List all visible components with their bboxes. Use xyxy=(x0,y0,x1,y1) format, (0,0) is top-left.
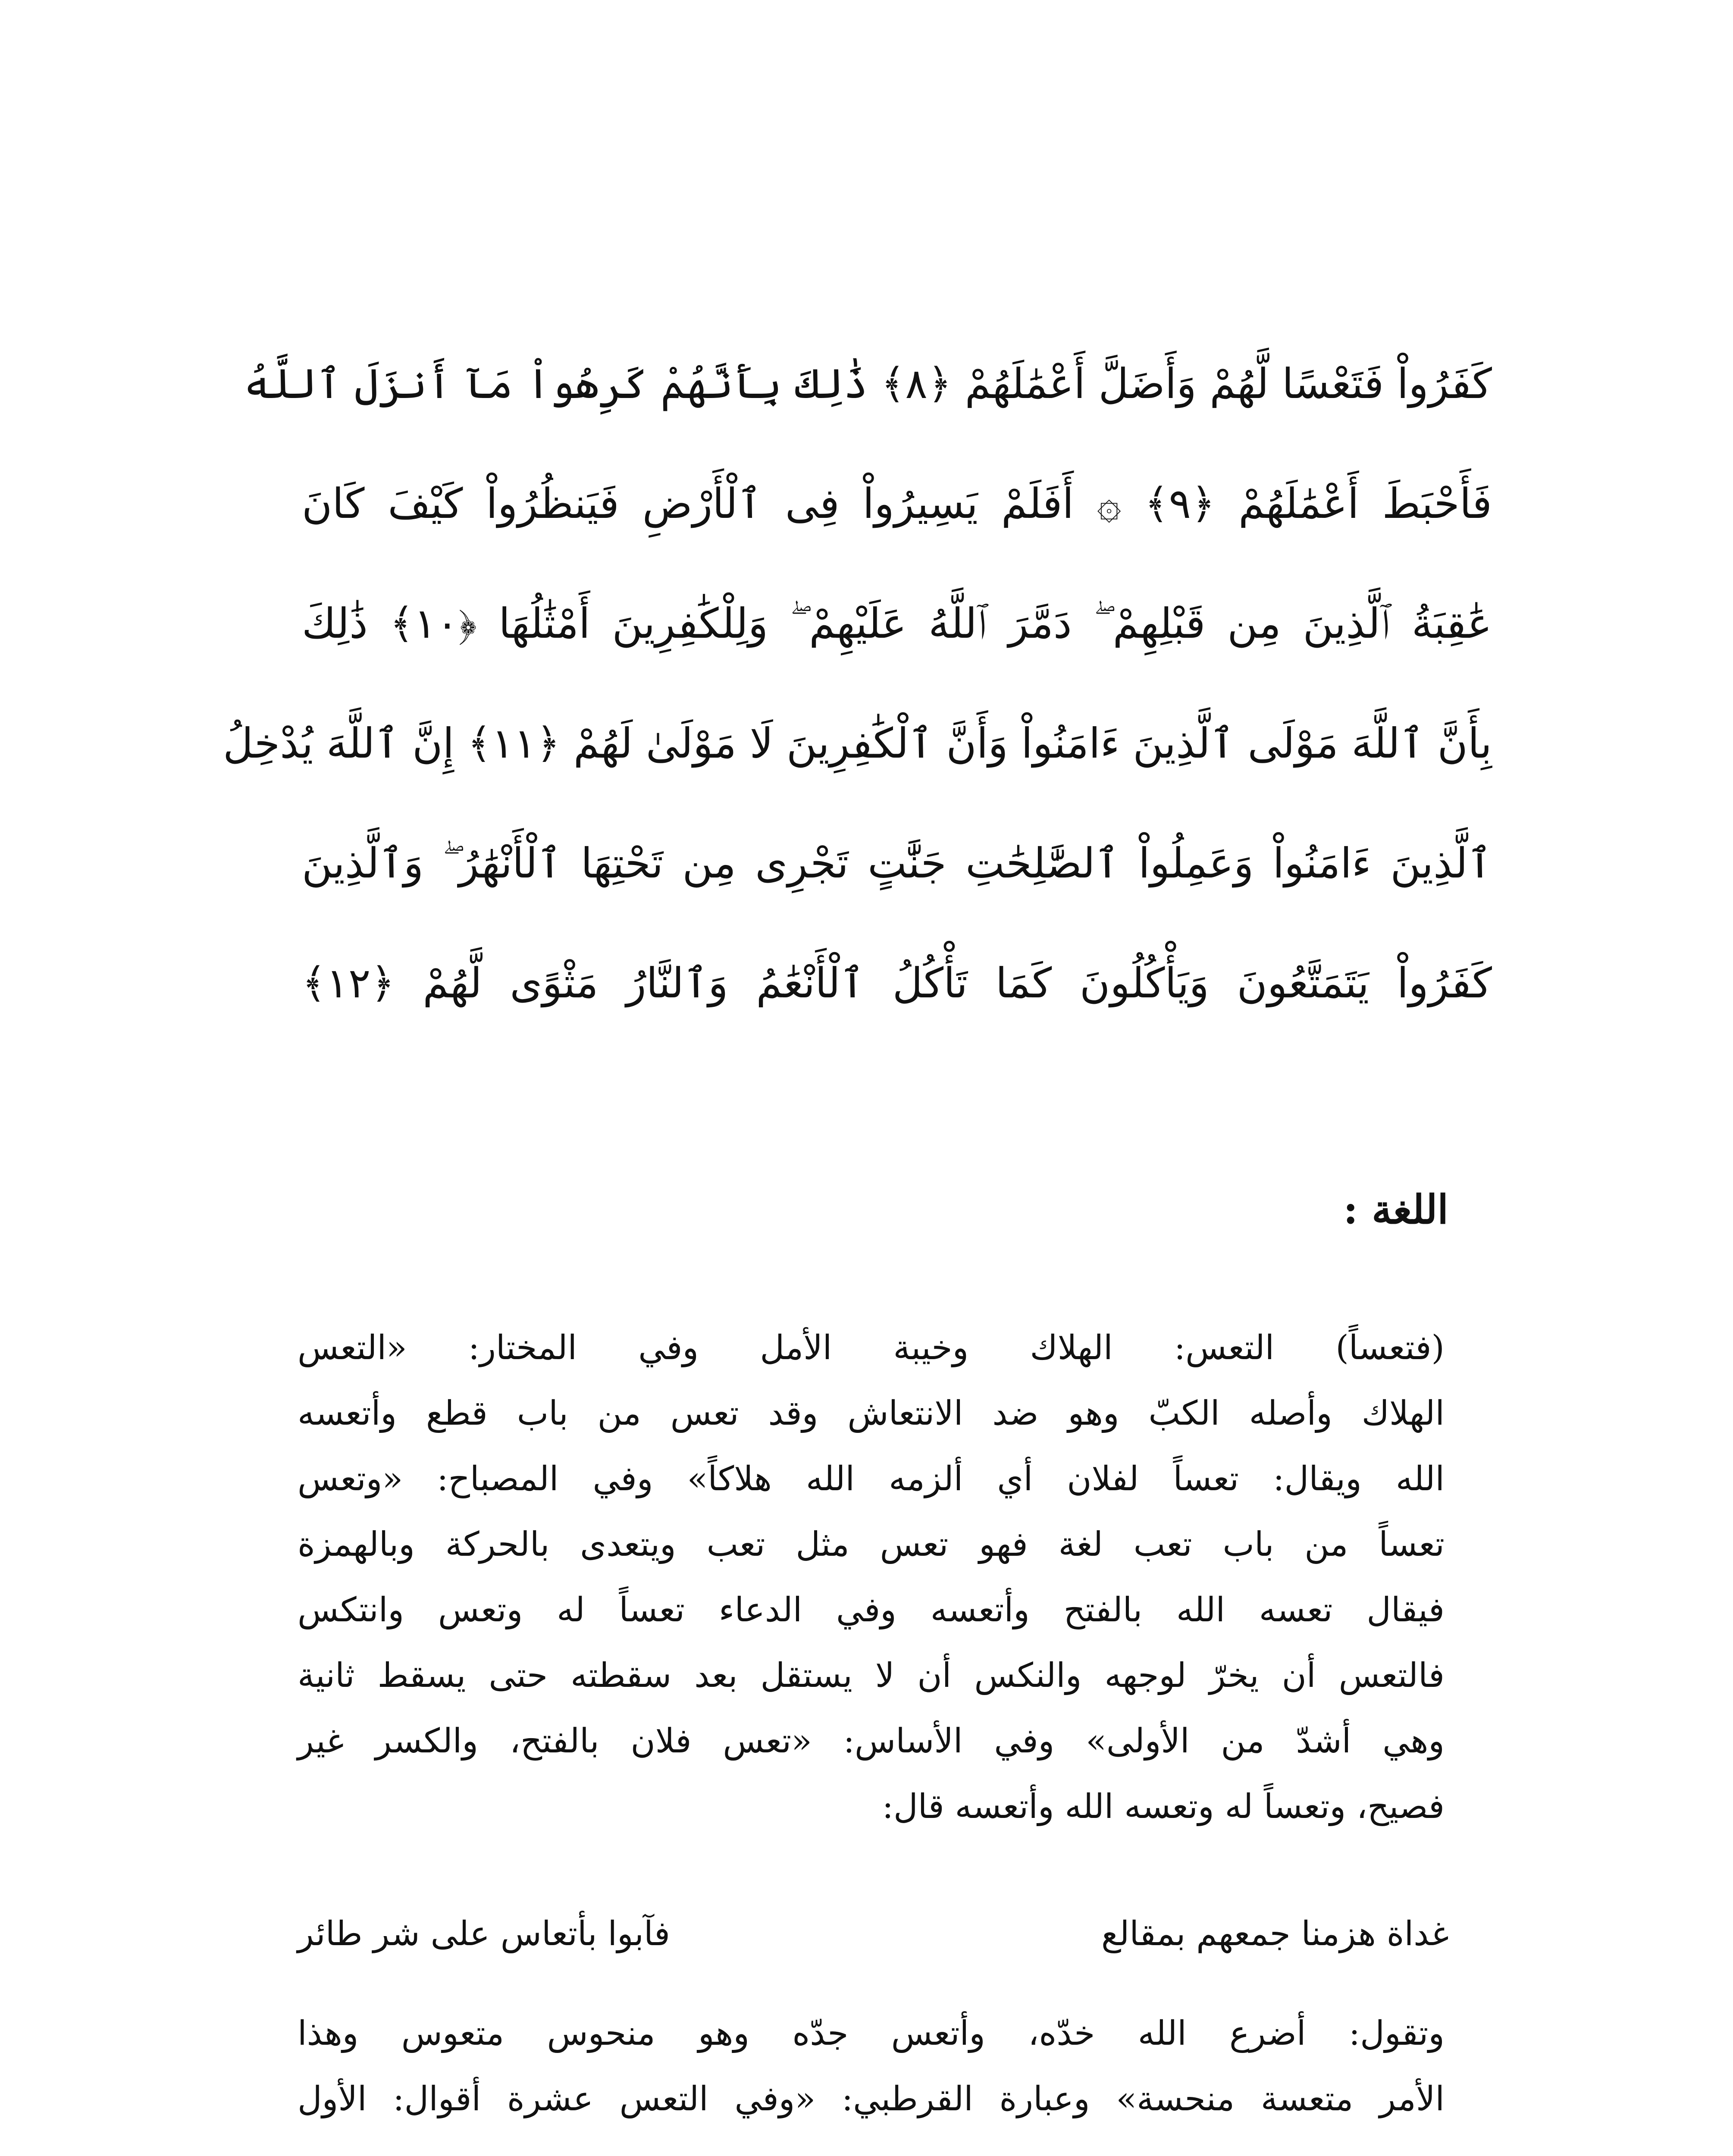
paragraph-line: الله ويقال: تعساً لفلان أي ألزمه الله هلاكاً» وفي المصباح: «وتعس xyxy=(298,1460,1445,1498)
poem-verse xyxy=(298,1902,1449,1966)
paragraph-line: الأمر متعسة منحسة» وعبارة القرطبي: «وفي التعس عشرة أقوال: الأول xyxy=(298,2080,1445,2118)
paragraph-line: فالتعس أن يخرّ لوجهه والنكس أن لا يستقل بعد سقطته حتى يسقط ثانية xyxy=(298,1656,1445,1695)
paragraph-line: فيقال تعسه الله بالفتح وأتعسه وفي الدعاء تعساً له وتعس وانتكس xyxy=(298,1591,1445,1630)
commentary-paragraph xyxy=(298,1315,1445,1839)
paragraph-line: وتقول: أضرع الله خدّه، وأتعس جدّه وهو منحوس متعوس وهذا xyxy=(298,2014,1445,2053)
paragraph-line: (فتعساً) التعس: الهلاك وخيبة الأمل وفي المختار: «التعس xyxy=(298,1329,1445,1367)
poem-first-hemistich: غداة هزمنا جمعهم بمقالع xyxy=(1101,1915,1449,1953)
paragraph-line: فصيح، وتعساً له وتعسه الله وأتعسه قال: xyxy=(882,1787,1445,1826)
verse-line: ٱلَّذِينَ ءَامَنُواْ وَعَمِلُواْ ٱلصَّٰلِحَٰتِ جَنَّٰتٍ تَجْرِى مِن تَحْتِهَا ٱلْأَنْهَٰرُ ۖ وَٱلَّذِينَ xyxy=(302,839,1492,887)
paragraph-line: الهلاك وأصله الكبّ وهو ضد الانتعاش وقد تعس من باب قطع وأتعسه xyxy=(298,1394,1445,1433)
verse-line: بِأَنَّ ٱللَّهَ مَوْلَى ٱلَّذِينَ ءَامَنُواْ وَأَنَّ ٱلْكَٰفِرِينَ لَا مَوْلَىٰ لَهُمْ ﴿١١﴾ إِنَّ ٱللَّهَ يُدْخِلُ xyxy=(223,719,1492,768)
poem-second-hemistich: فآبوا بأتعاس على شر طائر xyxy=(298,1915,671,1953)
verse-line: فَأَحْبَطَ أَعْمَٰلَهُمْ ﴿٩﴾ ۞ أَفَلَمْ يَسِيرُواْ فِى ٱلْأَرْضِ فَيَنظُرُواْ كَيْفَ كَانَ xyxy=(302,479,1492,528)
paragraph-line: وهي أشدّ من الأولى» وفي الأساس: «تعس فلان بالفتح، والكسر غير xyxy=(298,1722,1445,1761)
verse-line: كَفَرُواْ فَتَعْسًا لَّهُمْ وَأَضَلَّ أَعْمَٰلَهُمْ ﴿٨﴾ ذَٰلِكَ بِأَنَّهُمْ كَرِهُواْ مَآ أَنزَلَ ٱللَّهُ xyxy=(244,360,1492,408)
commentary-paragraph xyxy=(298,2001,1445,2132)
paragraph-line: تعساً من باب تعب لغة فهو تعس مثل تعب ويتعدى بالحركة وبالهمزة xyxy=(298,1525,1445,1564)
verse-line: عَٰقِبَةُ ٱلَّذِينَ مِن قَبْلِهِمْ ۖ دَمَّرَ ٱللَّهُ عَلَيْهِمْ ۖ وَلِلْكَٰفِرِينَ أَمْثَٰلُهَا ﴿١٠﴾ ذَٰلِكَ xyxy=(302,599,1492,648)
section-heading: اللغة : xyxy=(1343,1186,1448,1233)
quran-verse-block xyxy=(223,328,1492,1130)
verse-line: كَفَرُواْ يَتَمَتَّعُونَ وَيَأْكُلُونَ كَمَا تَأْكُلُ ٱلْأَنْعَٰمُ وَٱلنَّارُ مَثْوًى لَّهُمْ ﴿١٢﴾ xyxy=(302,959,1492,1007)
